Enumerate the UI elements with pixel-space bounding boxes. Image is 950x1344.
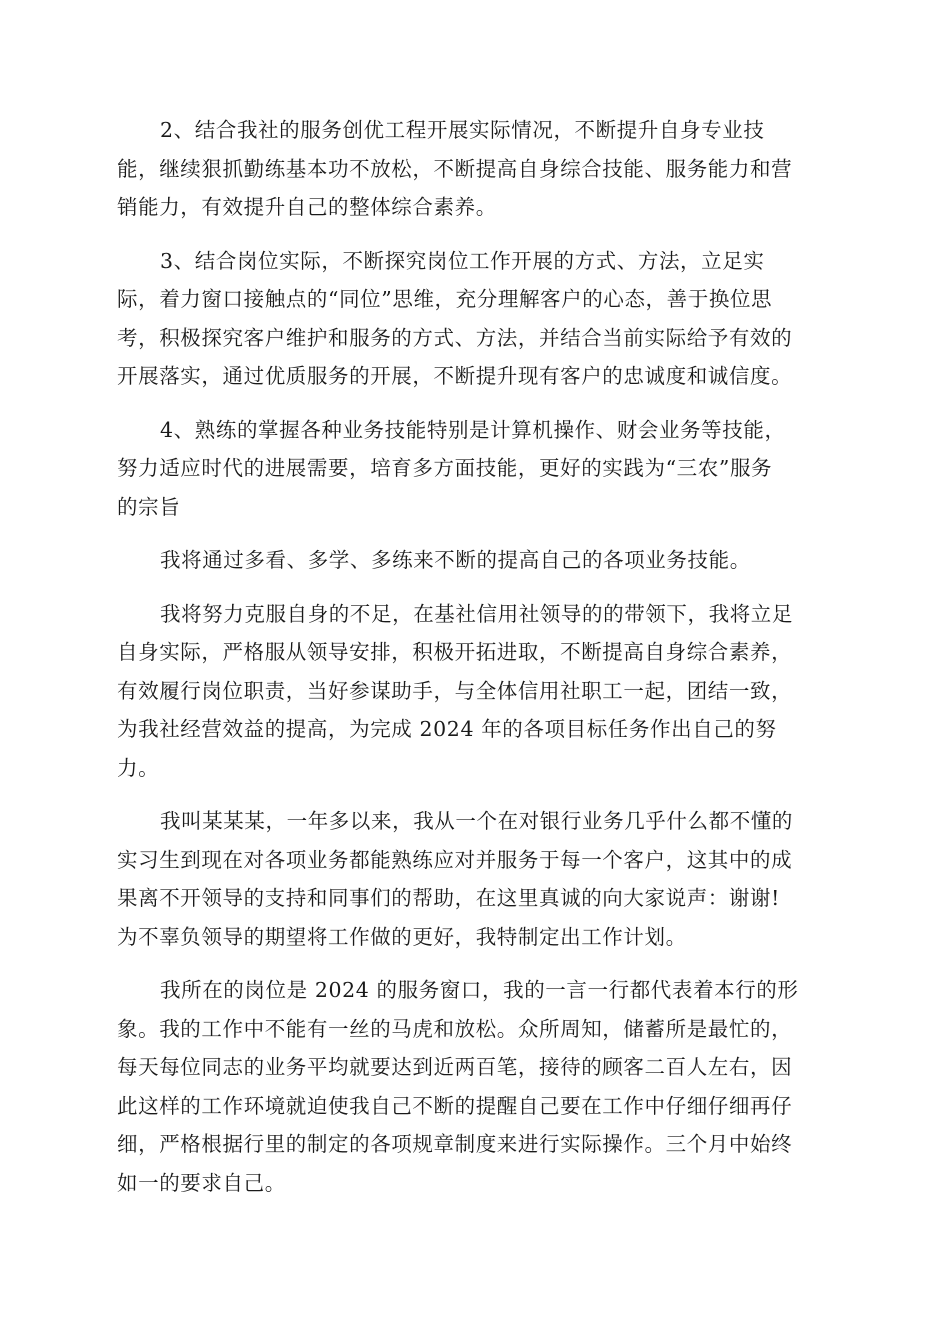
paragraph-line: 我将通过多看、多学、多练来不断的提高自己的各项业务技能。 — [160, 548, 751, 572]
document-body — [117, 111, 835, 1217]
paragraph-line: 考，积极探究客户维护和服务的方式、方法，并结合当前实际给予有效的 — [117, 325, 793, 350]
paragraph-line: 力。 — [117, 755, 160, 780]
paragraph — [117, 595, 835, 788]
paragraph-line: 为我社经营效益的提高，为完成 2024 年的各项目标任务作出自己的努 — [117, 717, 777, 741]
paragraph-line: 能，继续狠抓勤练基本功不放松，不断提高自身综合技能、服务能力和营 — [117, 156, 793, 181]
paragraph-line: 的宗旨 — [117, 494, 181, 519]
paragraph-line: 我所在的岗位是 2024 的服务窗口，我的一言一行都代表着本行的形 — [160, 978, 799, 1002]
paragraph-line: 此这样的工作环境就迫使我自己不断的提醒自己要在工作中仔细仔细再仔 — [117, 1093, 793, 1118]
paragraph-line: 际，着力窗口接触点的“同位”思维，充分理解客户的心态，善于换位思 — [117, 287, 773, 311]
paragraph-line: 3、结合岗位实际，不断探究岗位工作开展的方式、方法，立足实 — [160, 248, 765, 273]
paragraph-line: 自身实际，严格服从领导安排，积极开拓进取，不断提高自身综合素养， — [117, 640, 793, 664]
paragraph-line: 2、结合我社的服务创优工程开展实际情况，不断提升自身专业技 — [160, 118, 765, 142]
paragraph-line: 我叫某某某，一年多以来，我从一个在对银行业务几乎什么都不懂的 — [160, 809, 793, 833]
paragraph — [117, 541, 835, 580]
paragraph-line: 为不辜负领导的期望将工作做的更好，我特制定出工作计划。 — [117, 924, 687, 949]
paragraph — [117, 802, 835, 956]
paragraph-line: 有效履行岗位职责，当好参谋助手，与全体信用社职工一起，团结一致， — [117, 678, 793, 703]
paragraph-line: 象。我的工作中不能有一丝的马虎和放松。众所周知，储蓄所是最忙的， — [117, 1016, 793, 1041]
paragraph-line: 果离不开领导的支持和同事们的帮助，在这里真诚的向大家说声：谢谢! — [117, 886, 780, 910]
paragraph-line: 努力适应时代的进展需要，培育多方面技能，更好的实践为“三农”服务 — [117, 456, 773, 480]
paragraph-line: 如一的要求自己。 — [117, 1170, 286, 1195]
paragraph — [117, 411, 835, 527]
paragraph — [117, 242, 835, 396]
paragraph-line: 4、熟练的掌握各种业务技能特别是计算机操作、财会业务等技能， — [160, 417, 786, 442]
paragraph — [117, 971, 835, 1202]
paragraph-line: 销能力，有效提升自己的整体综合素养。 — [117, 195, 497, 219]
paragraph — [117, 111, 835, 227]
paragraph-line: 细，严格根据行里的制定的各项规章制度来进行实际操作。三个月中始终 — [117, 1132, 793, 1156]
paragraph-line: 我将努力克服自身的不足，在基社信用社领导的的带领下，我将立足 — [160, 601, 793, 626]
paragraph-line: 实习生到现在对各项业务都能熟练应对并服务于每一个客户，这其中的成 — [117, 847, 793, 872]
paragraph-line: 每天每位同志的业务平均就要达到近两百笔，接待的顾客二百人左右，因 — [117, 1055, 793, 1079]
paragraph-line: 开展落实，通过优质服务的开展，不断提升现有客户的忠诚度和诚信度。 — [117, 364, 793, 388]
